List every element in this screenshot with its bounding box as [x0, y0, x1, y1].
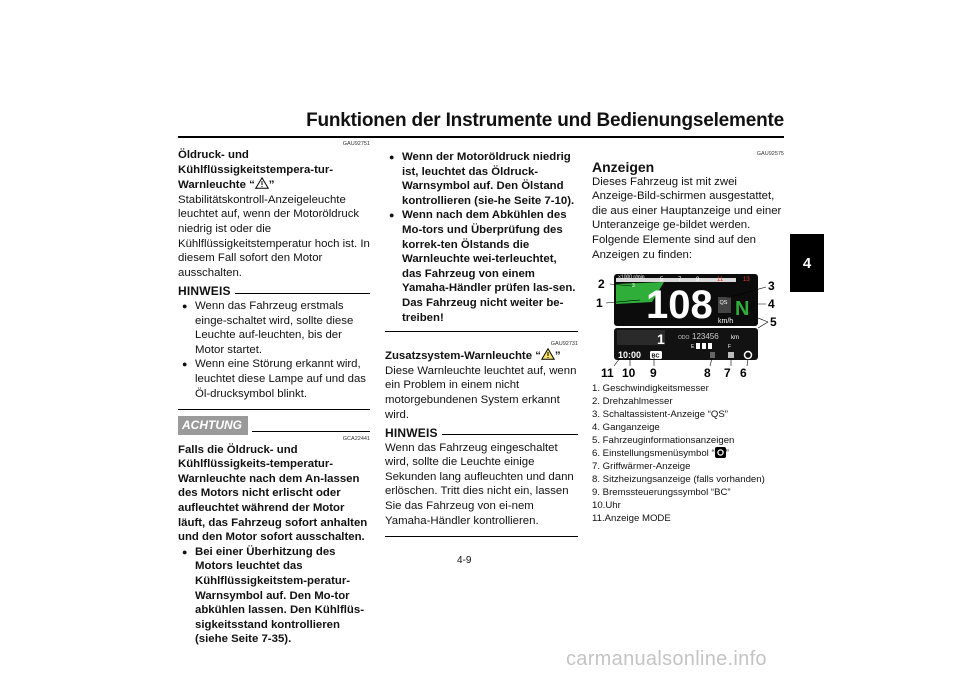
page-header-title: Funktionen der Instrumente und Bedienungselemente	[306, 110, 784, 131]
achtung-list-continued	[385, 150, 578, 325]
seat-heater-icon	[710, 352, 715, 358]
section-code: GAU92731	[550, 341, 578, 348]
divider	[385, 331, 578, 332]
section-heading-auxiliary: Zusatzsystem-Warnleuchte “ ”	[385, 350, 561, 363]
hinweis-text: Wenn das Fahrzeug eingeschaltet wird, sollte die Leuchte einige Sekunden lang aufleuchten und dann erlöschen. Tritt dies nicht ein, lassen Sie das Fahrzeug von ei-nem Yamaha-Händler kontrollieren.	[385, 441, 574, 527]
tick-label: 7	[678, 277, 682, 284]
fuel-segment	[702, 343, 706, 349]
watermark[interactable]: carmanualsonline.info	[566, 648, 767, 670]
speed-readout: 108	[646, 283, 713, 328]
fuel-e-label: E	[691, 344, 695, 351]
list-item: 1. Geschwindigkeitsmesser	[592, 383, 709, 395]
tick-label: 11	[717, 277, 724, 284]
tick-label: 13	[743, 277, 750, 284]
odo-unit: km	[731, 335, 739, 342]
section-body: Dieses Fahrzeug ist mit zwei Anzeige-Bild-schirmen ausgestattet, die aus einer Hauptanzeige und einer Unteranzeige ge-bildet werden.	[592, 175, 782, 232]
tick-label: 3	[632, 283, 635, 290]
fuel-segment	[708, 343, 712, 349]
callout-1: 1	[596, 296, 603, 311]
legend-list	[592, 382, 784, 525]
fuel-segment	[696, 343, 700, 349]
list-item: 10.Uhr	[592, 500, 621, 512]
column-2	[385, 140, 578, 543]
divider	[178, 409, 370, 410]
speed-unit: km/h	[718, 318, 734, 326]
mode-value: 1	[657, 331, 665, 348]
section-body: Folgende Elemente sind auf den Anzeigen zu finden:	[592, 233, 757, 261]
achtung-text: Falls die Öldruck- und Kühlflüssigkeits-temperatur-Warnleuchte nach dem An-lassen des Motors nicht erlischt oder aufleuchtet während der Motor läuft, das Fahrzeug sofort anhalten und den Motor sofort ausschalten.	[178, 443, 368, 544]
page-number: 4-9	[457, 555, 472, 566]
list-item: ● Wenn nach dem Abkühlen des Mo-tors und Überprüfung des korrek-ten Ölstands die Warnleuchte wei-terleuchtet, das Fahrzeug von einem Yamaha-Händler prüfen las-sen. Das Fahrzeug nicht weiter be-treiben!	[385, 208, 578, 325]
bc-label: BC	[651, 353, 660, 360]
list-item: 2. Drehzahlmesser	[592, 396, 673, 408]
section-code: GAU92575	[756, 151, 784, 157]
odo-label: ODO	[678, 335, 690, 342]
hinweis-heading: HINWEIS	[178, 284, 370, 299]
list-item: 7. Griffwärmer-Anzeige	[592, 461, 691, 473]
callout-2: 2	[598, 277, 605, 292]
callout-9: 9	[650, 366, 657, 381]
column-3	[592, 140, 784, 525]
callout-4: 4	[768, 297, 775, 312]
list-item: ● Wenn eine Störung erkannt wird, leuchtet diese Lampe auf und das Öl-drucksymbol blinkt.	[178, 357, 370, 401]
achtung-heading: ACHTUNG	[178, 416, 370, 435]
list-item: 8. Sitzheizungsanzeige (falls vorhanden)	[592, 474, 765, 486]
list-item: 3. Schaltassistent-Anzeige “QS”	[592, 409, 728, 421]
qs-label: QS	[719, 300, 728, 307]
section-body: Diese Warnleuchte leuchtet auf, wenn ein Problem in einem nicht motorgebundenen System erkannt wird.	[385, 364, 577, 421]
column-1	[178, 140, 370, 647]
rpm-label: ×1000 r/min	[618, 274, 645, 281]
list-item: 4. Ganganzeige	[592, 422, 660, 434]
callout-8: 8	[704, 366, 711, 381]
tick-label: 5	[660, 277, 664, 284]
list-item: 5. Fahrzeuginformationsanzeigen	[592, 435, 735, 447]
dashboard-figure	[592, 270, 784, 380]
chapter-tab[interactable]: 4	[790, 234, 824, 292]
section-code: GAU92751	[342, 141, 370, 147]
clock: 10:00	[618, 350, 642, 361]
callout-3: 3	[768, 279, 775, 294]
section-heading-oil: Öldruck- und Kühlflüssigkeitstempera-tur-Warnleuchte “ ”	[178, 149, 334, 192]
list-item: 11.Anzeige MODE	[592, 513, 671, 525]
section-body: Stabilitätskontroll-Anzeigeleuchte leuchtet auf, wenn der Motoröldruck niedrig ist oder die Kühlflüssigkeitstemperatur hoch ist. In diesem Fall sofort den Motor ausschalten.	[178, 193, 370, 279]
hinweis-list	[178, 299, 370, 401]
list-item: 9. Bremssteuerungssymbol “BC”	[592, 487, 731, 499]
callout-7: 7	[724, 366, 731, 381]
fuel-f-label: F	[728, 344, 732, 351]
callout-10: 10	[622, 366, 636, 381]
odo-value: 123456	[692, 332, 719, 342]
callout-11: 11	[601, 366, 614, 381]
section-heading-displays: Anzeigen	[592, 159, 655, 175]
list-item: ● Wenn das Fahrzeug erstmals einge-schaltet wird, sollte diese Leuchte auf-leuchten, bis der Motor startet.	[178, 299, 370, 357]
hinweis-heading: HINWEIS	[385, 426, 578, 441]
gear-indicator: N	[735, 298, 750, 321]
dashboard-illustration	[592, 270, 784, 380]
header-rule	[178, 136, 784, 138]
warning-triangle-icon	[255, 177, 269, 189]
caution-code: GCA22441	[342, 435, 370, 442]
list-item: 6. Einstellungsmenüsymbol “ ”	[592, 448, 729, 460]
list-item: ● Bei einer Überhitzung des Motors leuchtet das Kühlflüssigkeitstem-peratur-Warnsymbol auf. Den Mo-tor abkühlen lassen. Den Kühlflüs-sigkeitsstand kontrollieren (siehe Seite 7-35).	[178, 545, 370, 647]
grip-warmer-icon	[728, 352, 734, 358]
achtung-list	[178, 545, 370, 647]
settings-menu-icon	[715, 447, 726, 458]
tick-label: 9	[696, 277, 700, 284]
divider	[385, 536, 578, 537]
warning-triangle-icon	[541, 348, 555, 360]
list-item: ● Wenn der Motoröldruck niedrig ist, leuchtet das Öldruck-Warnsymbol auf. Den Ölstand kontrollieren (sie-he Seite 7-10).	[385, 150, 578, 208]
callout-5: 5	[770, 315, 777, 330]
callout-6: 6	[740, 366, 747, 381]
